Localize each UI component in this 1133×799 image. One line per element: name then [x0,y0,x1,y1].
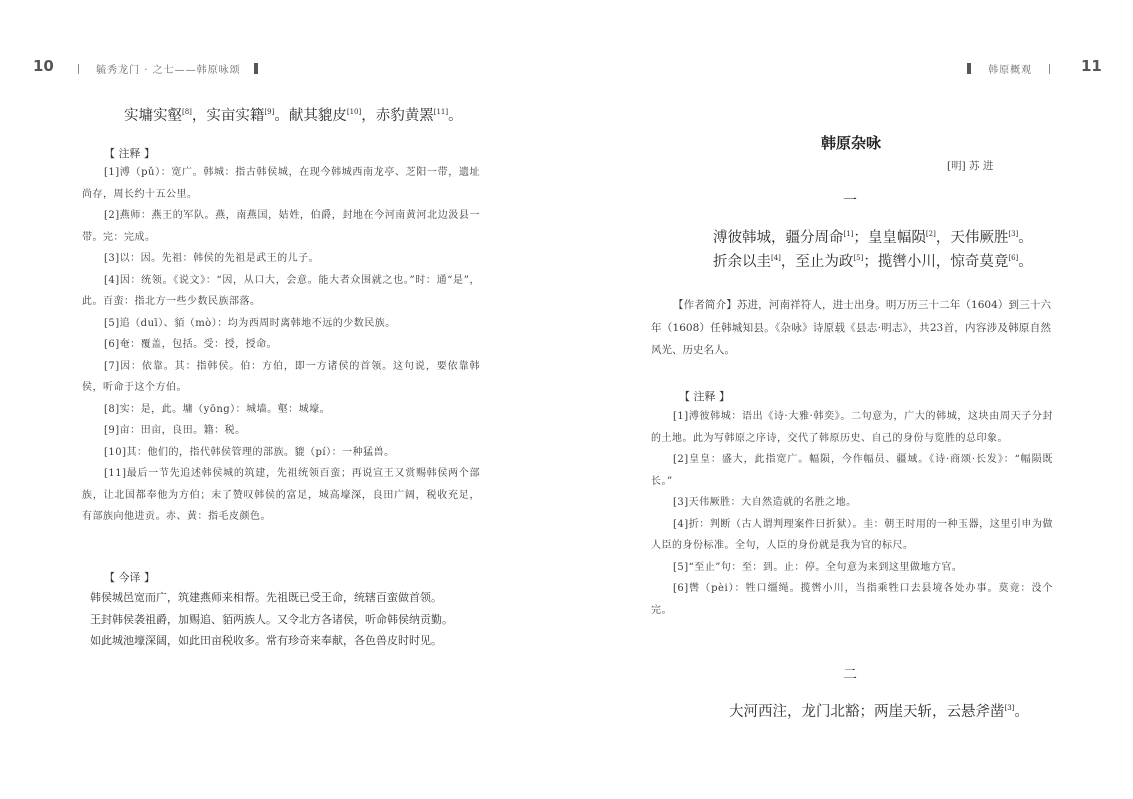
header-separator [1049,64,1050,74]
verse-text: 。 [1018,254,1033,270]
note-item: [2]燕师：燕王的军队。燕，南燕国，姞姓，伯爵，封地在今河南黄河北边汲县一带。完：完成。 [82,210,480,243]
footnote-ref: [3] [1004,704,1015,713]
translation-line: 如此城池壕深阔，如此田亩税收多。常有珍奇来奉献，各色兽皮时时见。 [90,634,442,647]
section-number: 二 [843,667,857,683]
verse-text: ，天伟厥胜 [935,230,1009,246]
note-item: [6]奄：覆盖，包括。受：授，授命。 [104,339,278,350]
verse-text: ，实亩实籍 [191,108,265,124]
footnote-ref: [6] [1008,254,1019,263]
translation-line: 韩侯城邑宽而广，筑建燕师来相帮。先祖既已受王命，统辖百蛮做首领。 [90,591,442,604]
note-item: [1]溥（pǔ）：宽广。韩城：指古韩侯城，在现今韩城西南龙亭、芝阳一带，遗址尚存，周长约十五公里。 [82,167,480,200]
footnote-ref: [10] [346,108,362,117]
left-header-title-group [78,58,258,77]
author-intro [651,294,1051,362]
note-item: [11]最后一节先追述韩侯城的筑建，先祖统领百蛮；再说宣王又赏赐韩侯两个部族，让北国都奉他为方伯；末了赞叹韩侯的富足，城高壕深，良田广阔，税收充足，有部族向他进贡。赤、黄：指毛皮颜色。 [82,468,480,522]
header-separator [78,64,79,74]
left-page [0,0,566,799]
note-item: [10]其：他们的，指代韩侯管理的部族。貔（pí）：一种猛兽。 [104,446,395,458]
running-title: 韩原概观 [988,65,1033,76]
verse-line [713,226,1033,247]
translation-block [90,587,490,652]
verse-text: 折余以圭 [713,254,771,270]
verse-line [124,104,463,125]
note-item: [7]因：依靠。其：指韩侯。伯：方伯，即一方诸侯的首领。这句说，要依靠韩侯，听命于这个方伯。 [82,360,480,393]
notes-heading: 【 注释 】 [679,390,730,403]
verse-text: ，赤豹黄罴 [361,108,434,124]
note-item: [1]溥彼韩城：语出《诗·大雅·韩奕》。二句意为，广大的韩城，这块由周天子分封的土地。此为写韩原之序诗，交代了韩原历史、自己的身份与览胜的总印象。 [651,411,1053,444]
poem-title: 韩原杂咏 [821,134,882,152]
translation-line: 王封韩侯袭祖爵，加赐追、貊两族人。又令北方各诸侯，听命韩侯纳贡勤。 [90,612,453,626]
verse-line [729,700,1029,721]
poem-author: [明] 苏 进 [947,160,994,172]
footnote-ref: [9] [264,108,275,117]
verse-text: 大河西注，龙门北豁；两崖天斩，云悬斧凿 [729,704,1005,720]
footnote-ref: [5] [853,254,864,263]
verse-text: 。 [1018,230,1033,246]
verse-line [713,250,1033,271]
right-header [1081,56,1102,75]
verse-text: ；皇皇幅陨 [853,230,926,246]
note-item: [3]天伟厥胜：大自然造就的名胜之地。 [673,497,857,508]
note-item: [5]追（duī）、貊（mò）：均为西周时离韩地不远的少数民族。 [104,317,396,329]
footnote-ref: [4] [771,254,781,263]
notes-list [651,406,1053,621]
note-item: [6]辔（pèi）：牲口缰绳。揽辔小川，当指乘牲口去县境各处办事。莫竟：没个完。 [651,583,1053,616]
note-item: [8]实：是，此。墉（yōng）：城墙。壑：城壕。 [104,403,331,415]
footnote-ref: [3] [1008,230,1019,239]
verse-text: ，至止为政 [780,254,854,270]
verse-text: 实墉实壑 [124,108,182,124]
verse-text: 溥彼韩城，疆分周命 [713,230,844,246]
page-number: 11 [1081,57,1102,75]
footnote-ref: [11] [433,108,449,117]
note-item: [4]因：统领。《说文》：“因，从口大，会意。能大者众围就之也。”时：通“是”，此。百蛮：指北方一些少数民族部落。 [82,274,480,307]
left-header [33,56,54,75]
section-number: 一 [843,193,857,209]
right-header-title-group [967,58,1050,77]
verse-text: 。 [448,108,463,124]
footnote-ref: [8] [182,108,192,117]
verse-text: ；揽辔小川，惊奇莫竟 [863,254,1009,270]
running-title: 毓秀龙门 · 之七——韩原咏颂 [96,65,241,76]
footnote-ref: [2] [925,230,936,239]
note-item: [9]亩：田亩，良田。籍：税。 [104,425,246,436]
notes-list [82,162,480,528]
note-item: [4]折：判断（古人谓判理案件曰折狱）。圭：朝王时用的一种玉器，这里引申为做人臣的身份标准。全句，人臣的身份就是我为官的标尺。 [651,518,1053,551]
right-page [567,0,1133,799]
note-item: [5]“至止”句：至：到。止：停。全句意为来到这里做地方官。 [673,561,963,573]
author-intro-text: 【作者简介】苏进，河南祥符人，进士出身。明万历三十二年（1604）到三十六年（1608）任韩城知县。《杂咏》诗原载《县志·明志》，共23首，内容涉及韩原自然风光、历史名人。 [651,299,1051,356]
note-item: [3]以：因。先祖：韩侯的先祖是武王的儿子。 [104,253,320,264]
note-item: [2]皇皇：盛大，此指宽广。幅陨，今作幅员、疆域。《诗·商颂·长发》：“幅陨既长。” [651,454,1053,487]
verse-text: 。献其貔皮 [274,108,347,124]
header-marker [967,63,971,74]
page-number: 10 [33,57,54,75]
verse-text: 。 [1014,704,1029,720]
notes-heading: 【 注释 】 [104,147,155,160]
translation-heading: 【 今译 】 [104,571,155,584]
header-marker [254,63,258,74]
footnote-ref: [1] [843,230,854,239]
